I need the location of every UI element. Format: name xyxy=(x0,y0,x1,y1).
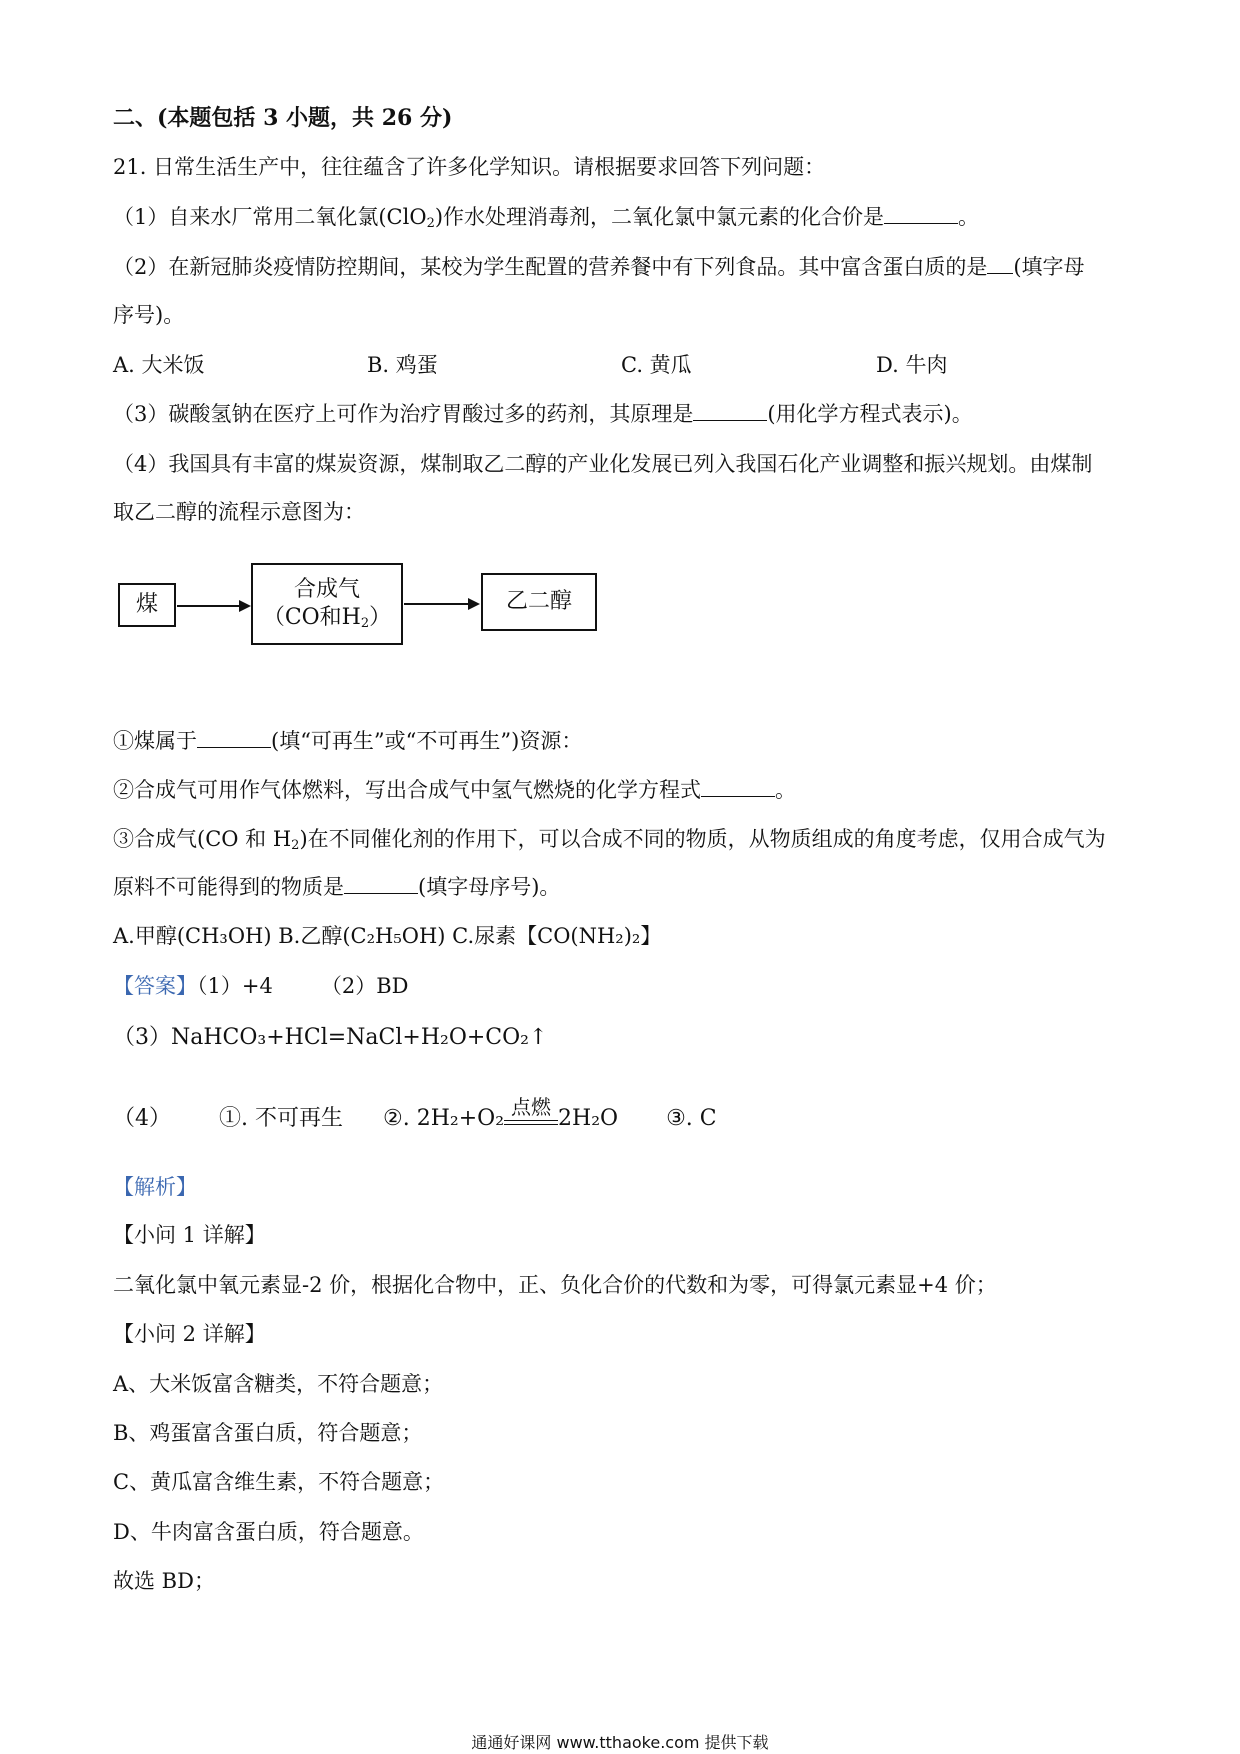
option-a: A. 大米饭 xyxy=(113,353,205,377)
flow-arrow-1 xyxy=(177,605,249,607)
q2-text-end: (填字母 xyxy=(1013,255,1085,279)
q1-subscript: 2 xyxy=(426,216,435,231)
answer-blank xyxy=(987,253,1013,274)
answer-2: （2）BD xyxy=(320,974,409,998)
answer-4-3: ③. C xyxy=(666,1106,717,1131)
analysis-line: A、大米饭富含糖类，不符合题意； xyxy=(113,1372,444,1396)
answer-blank xyxy=(344,873,418,894)
option-d: D. 牛肉 xyxy=(876,353,948,377)
q3-text-b: (用化学方程式表示)。 xyxy=(767,402,973,426)
analysis-sub1-text: 二氧化氯中氧元素显-2 价，根据化合物中，正、负化合价的代数和为零，可得氯元素显+4 价； xyxy=(113,1273,997,1297)
analysis-sub2-title: 【小问 2 详解】 xyxy=(113,1322,266,1346)
question-part-2 xyxy=(113,252,1085,282)
sub-question-2: ②合成气可用作气体燃料，写出合成气中氢气燃烧的化学方程式 。 xyxy=(113,778,796,802)
answer-1: （1）+4 xyxy=(197,974,273,998)
flow-syngas-formula: （CO和$H_2$） xyxy=(262,605,392,631)
answer-line-1 xyxy=(113,971,408,1001)
section-title: 二、(本题包括 3 小题，共 26 分) xyxy=(113,105,453,131)
flow-coal-label: 煤 xyxy=(135,592,158,617)
option-b: B. 鸡蛋 xyxy=(367,353,438,377)
q1-text-a: （1）自来水厂常用二氧化氯(ClO xyxy=(113,205,427,229)
sub-question-1: ①煤属于 (填“可再生”或“不可再生”)资源： xyxy=(113,729,583,753)
question-intro: 21. 日常生活生产中，往往蕴含了许多化学知识。请根据要求回答下列问题： xyxy=(113,155,826,179)
flow-arrow-2 xyxy=(404,603,478,605)
question-part-2-continued: 序号)。 xyxy=(113,303,185,327)
sub-question-3-continued: 原料不可能得到的物质是 (填字母序号)。 xyxy=(113,875,561,899)
answer-4-2-equation: 2H₂+O₂ 点燃 2H₂O xyxy=(416,1095,619,1131)
answer-blank xyxy=(693,400,767,421)
flow-box-coal xyxy=(118,583,176,627)
reaction-condition: 点燃 xyxy=(504,1118,558,1125)
question-part-4-continued: 取乙二醇的流程示意图为： xyxy=(113,500,365,524)
q1-text-b: )作水处理消毒剂，二氧化氯中氯元素的化合价是 xyxy=(434,205,885,229)
answer-line-3: （3）NaHCO₃+HCl=NaCl+H₂O+CO₂↑ xyxy=(113,1025,548,1050)
analysis-line: D、牛肉富含蛋白质，符合题意。 xyxy=(113,1520,424,1544)
option-c: C. 黄瓜 xyxy=(621,353,692,377)
flow-box-syngas xyxy=(251,563,403,645)
flow-glycol-label: 乙二醇 xyxy=(505,589,572,614)
answer-blank xyxy=(197,727,271,748)
answer-label: 【答案】 xyxy=(113,974,197,998)
q1-end: 。 xyxy=(958,205,980,229)
answer-line-4: （4） ①. 不可再生 ②. 2H₂+O₂ 点燃 2H₂O ③. C xyxy=(113,1095,717,1131)
question-part-4: （4）我国具有丰富的煤炭资源，煤制取乙二醇的产业化发展已列入我国石化产业调整和振兴规划。由煤制 xyxy=(113,452,1093,476)
question-part-3 xyxy=(113,399,973,429)
page-footer: 通通好课网 www.tthaoke.com 提供下载 xyxy=(471,1733,769,1752)
question-part-1 xyxy=(113,202,979,232)
analysis-line: C、黄瓜富含维生素，不符合题意； xyxy=(113,1470,445,1494)
q2-text: （2）在新冠肺炎疫情防控期间，某校为学生配置的营养餐中有下列食品。其中富含蛋白质的是 xyxy=(113,255,988,279)
analysis-line: 故选 BD； xyxy=(113,1569,215,1593)
q3-text-a: （3）碳酸氢钠在医疗上可作为治疗胃酸过多的药剂，其原理是 xyxy=(113,402,694,426)
answer-blank xyxy=(701,776,775,797)
analysis-sub1-title: 【小问 1 详解】 xyxy=(113,1223,266,1247)
analysis-label: 【解析】 xyxy=(113,1175,197,1199)
sub-question-3: ③合成气(CO 和 $H_2$)在不同催化剂的作用下，可以合成不同的物质，从物质组成的角度考虑，仅用合成气为 xyxy=(113,827,1106,853)
sub-question-3-options: A.甲醇(CH₃OH) B.乙醇(C₂H₅OH) C.尿素【CO(NH₂)₂】 xyxy=(113,924,662,948)
analysis-line: B、鸡蛋富含蛋白质，符合题意； xyxy=(113,1421,423,1445)
answer-3-equation: NaHCO₃+HCl=NaCl+H₂O+CO₂↑ xyxy=(171,1025,548,1050)
flow-box-glycol xyxy=(481,573,597,631)
answer-4-1: ①. 不可再生 xyxy=(219,1106,343,1131)
answer-4-2-label: ②. xyxy=(383,1106,410,1131)
answer-blank xyxy=(884,203,958,224)
flow-syngas-label: 合成气 xyxy=(293,577,360,602)
